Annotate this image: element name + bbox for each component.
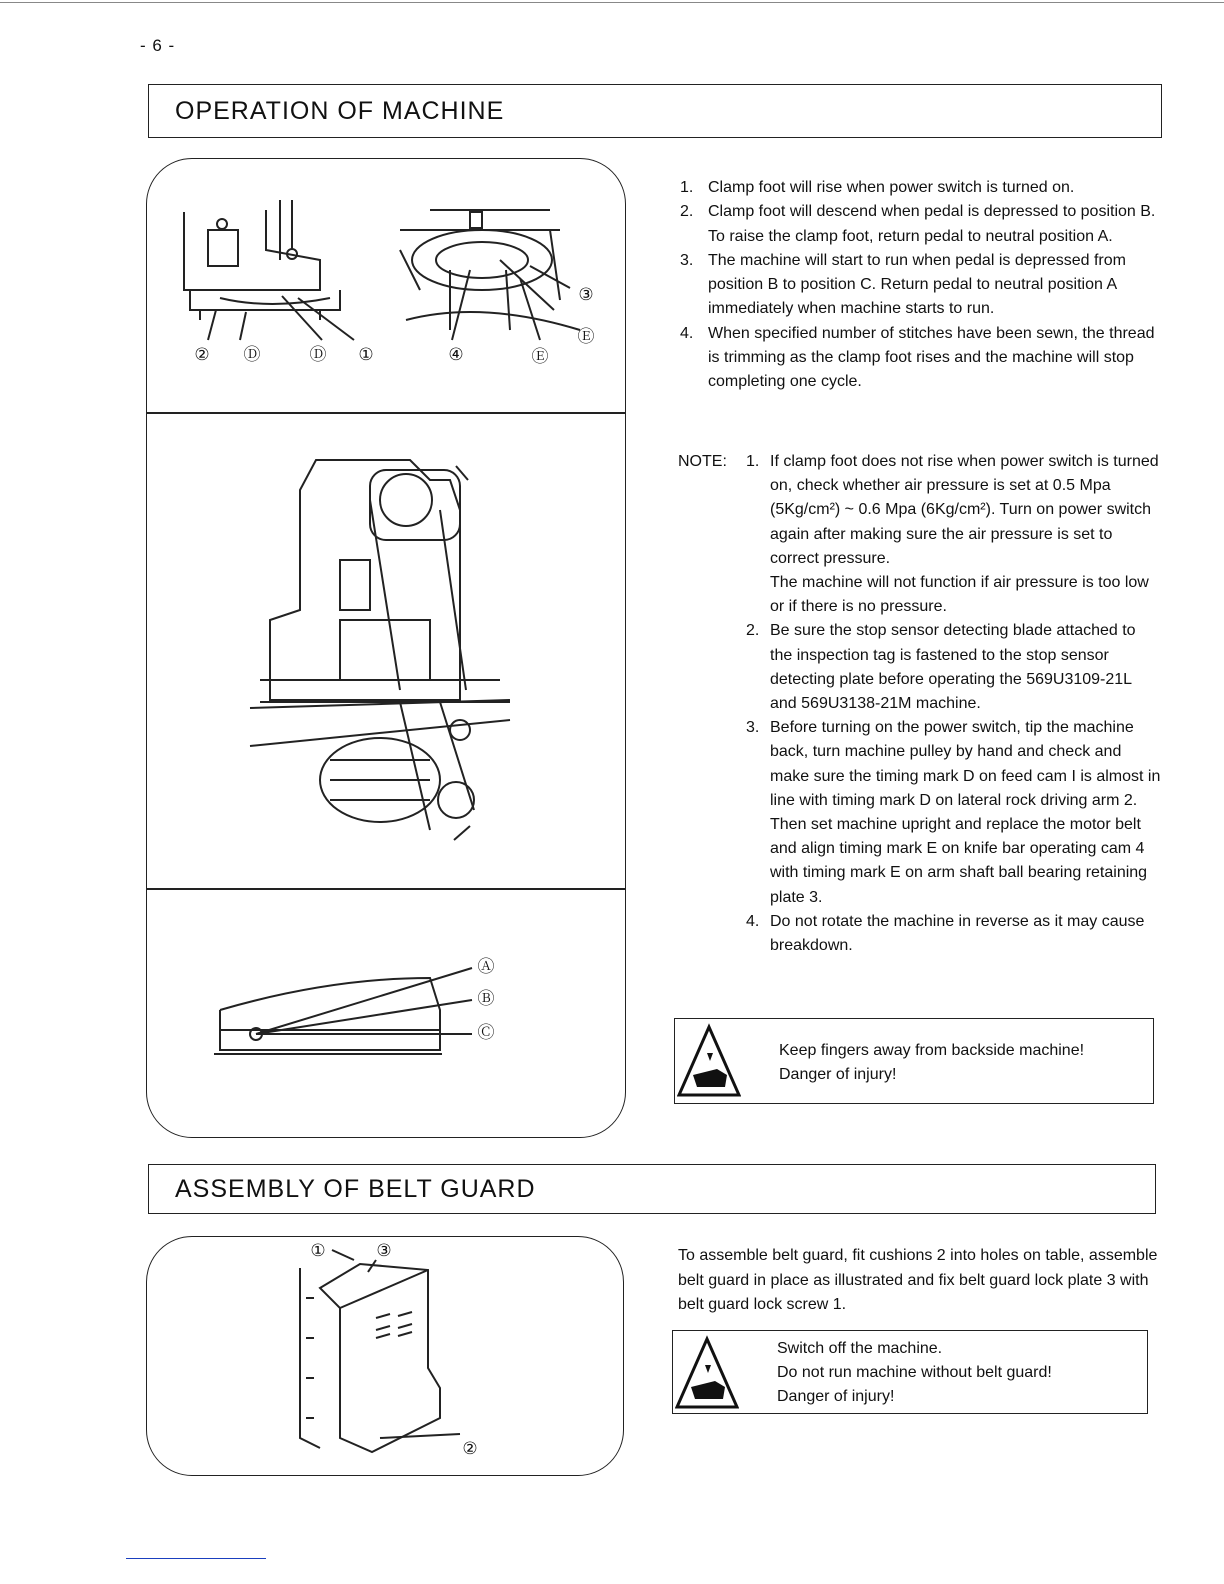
callout-3: ③ xyxy=(578,285,594,304)
warning-line: Switch off the machine. xyxy=(777,1340,943,1357)
page-number: - 6 - xyxy=(140,36,176,55)
top-rule xyxy=(0,2,1224,3)
note-item: 1. If clamp foot does not rise when power switch is turned on, check whether air pressure is set at 0.5 Mpa (5Kg/cm²) ~ 0.6 Mpa (6Kg/cm²). Turn on power switch again after making sure the air pressure is set to correct pressure. The machine will not function if air pressure is too low or if there is no pressure. xyxy=(746,453,1159,616)
callout-e: Ⓔ xyxy=(531,347,549,366)
callout-e: Ⓔ xyxy=(577,327,595,346)
hand-caution-icon xyxy=(675,1335,739,1411)
callout-1: ① xyxy=(358,345,374,364)
note-label: NOTE: xyxy=(678,453,727,470)
callout-2: ② xyxy=(462,1439,478,1458)
list-item: 1. Clamp foot will rise when power switch is turned on. xyxy=(680,179,1075,196)
callout-d: Ⓓ xyxy=(243,345,261,364)
note-item: 3. Before turning on the power switch, tip the machine back, turn machine pulley by hand and check and make sure the timing mark D on feed cam I is almost in line with timing mark D on lateral rock driving arm 2. Then set machine upright and replace the motor belt and align timing mark E on knife bar operating cam 4 with timing mark E on arm shaft ball bearing retaining plate 3. xyxy=(746,719,1161,906)
callout-c: Ⓒ xyxy=(477,1023,495,1042)
operation-steps xyxy=(676,176,1166,395)
warning-line: Do not run machine without belt guard! xyxy=(777,1364,1052,1381)
figure-divider xyxy=(146,412,626,414)
hand-caution-icon xyxy=(677,1023,741,1099)
figure-divider xyxy=(146,888,626,890)
list-item: 2. Clamp foot will descend when pedal is depressed to position B. To raise the clamp foot, return pedal to neutral position A. xyxy=(680,203,1156,245)
list-item: 3. The machine will start to run when pedal is depressed from position B to position C. Return pedal to neutral position A immediately when machine starts to run. xyxy=(680,251,1126,318)
callout-d: Ⓓ xyxy=(309,345,327,364)
warning-line: Keep fingers away from backside machine! xyxy=(779,1042,1085,1059)
warning-box xyxy=(674,1018,1154,1104)
callout-a: Ⓐ xyxy=(477,957,495,976)
bottom-rule xyxy=(126,1558,266,1559)
note-item: 2. Be sure the stop sensor detecting blade attached to the inspection tag is fastened to the stop sensor detecting plate before operating the 569U3109-21L and 569U3138-21M machine. xyxy=(746,622,1136,713)
callout-1: ① xyxy=(310,1241,326,1260)
belt-guard-instructions: To assemble belt guard, fit cushions 2 into holes on table, assemble belt guard in place as illustrated and fix belt guard lock plate 3 with belt guard lock screw 1. xyxy=(678,1247,1158,1313)
note-item: 4. Do not rotate the machine in reverse as it may cause breakdown. xyxy=(746,912,1145,955)
callout-b: Ⓑ xyxy=(477,989,495,1008)
motor-belt-figure xyxy=(230,440,530,870)
callout-3: ③ xyxy=(376,1241,392,1260)
callout-4: ④ xyxy=(448,345,464,364)
belt-guard-figure xyxy=(280,1238,500,1470)
list-item: 4. When specified number of stitches have been sewn, the thread is trimming as the clamp foot rises and the machine will stop completing one cycle. xyxy=(680,324,1155,391)
warning-line: Danger of injury! xyxy=(777,1388,895,1405)
pedal-figure xyxy=(210,950,510,1060)
section-title-operation: OPERATION OF MACHINE xyxy=(148,84,1162,138)
warning-line: Danger of injury! xyxy=(779,1066,897,1083)
warning-box xyxy=(672,1330,1148,1414)
timing-marks-figure xyxy=(170,190,610,380)
callout-2: ② xyxy=(194,345,210,364)
section-title-belt-guard: ASSEMBLY OF BELT GUARD xyxy=(148,1164,1156,1214)
